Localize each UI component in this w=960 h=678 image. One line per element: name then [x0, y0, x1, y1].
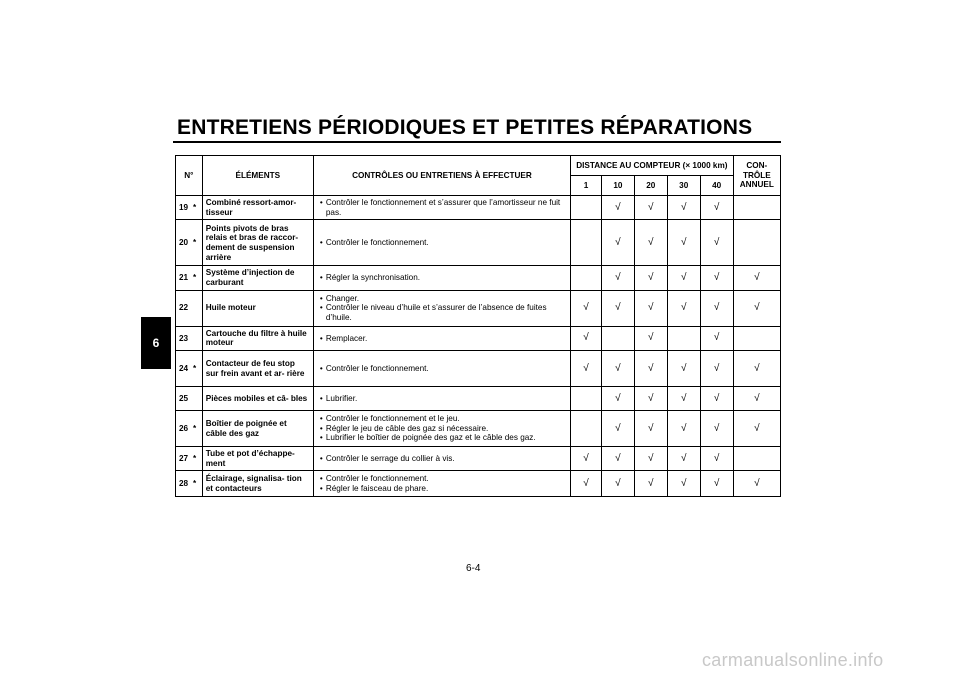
check-mark: √	[700, 266, 733, 290]
check-mark: √	[700, 220, 733, 266]
dealer-mark: *	[192, 196, 202, 220]
table-row	[176, 326, 781, 350]
control-item: • Contrôler le fonctionnement.	[317, 474, 567, 484]
control-item: • Changer.	[317, 294, 567, 304]
table-row	[176, 196, 781, 220]
header-num: N°	[176, 156, 203, 196]
row-element: Contacteur de feu stop sur frein avant et ar- rière	[202, 351, 313, 387]
check-mark: √	[700, 290, 733, 326]
check-mark: √	[601, 411, 634, 447]
dealer-mark: *	[192, 266, 202, 290]
check-mark: √	[634, 326, 667, 350]
check-mark: √	[601, 266, 634, 290]
check-mark: √	[634, 411, 667, 447]
header-distance-3: 30	[667, 176, 700, 196]
row-controls	[313, 196, 570, 220]
row-element: Tube et pot d’échappe- ment	[202, 447, 313, 471]
header-distance-2: 20	[634, 176, 667, 196]
row-number: 22	[176, 290, 192, 326]
table-row	[176, 471, 781, 497]
check-mark: √	[667, 196, 700, 220]
title-rule	[173, 141, 781, 143]
header-controls: CONTRÔLES OU ENTRETIENS À EFFECTUER	[313, 156, 570, 196]
header-elements: ÉLÉMENTS	[202, 156, 313, 196]
watermark: carmanualsonline.info	[702, 650, 884, 670]
row-number: 25	[176, 387, 192, 411]
check-mark: √	[667, 351, 700, 387]
control-item: • Régler le jeu de câble des gaz si nécessaire.	[317, 424, 567, 434]
row-controls	[313, 411, 570, 447]
control-item: • Contrôler le fonctionnement.	[317, 364, 567, 374]
check-mark: √	[601, 471, 634, 497]
check-mark: √	[571, 447, 602, 471]
dealer-mark: *	[192, 411, 202, 447]
check-mark: √	[733, 290, 780, 326]
check-mark	[733, 196, 780, 220]
check-mark: √	[700, 447, 733, 471]
row-controls	[313, 266, 570, 290]
row-number: 27	[176, 447, 192, 471]
row-number: 26	[176, 411, 192, 447]
control-item: • Lubrifier le boîtier de poignée des gaz et le câble des gaz.	[317, 433, 567, 443]
chapter-tab: 6	[141, 317, 171, 369]
check-mark: √	[601, 220, 634, 266]
row-element: Éclairage, signalisa- tion et contacteurs	[202, 471, 313, 497]
check-mark: √	[667, 290, 700, 326]
row-controls	[313, 290, 570, 326]
row-element: Boîtier de poignée et câble des gaz	[202, 411, 313, 447]
control-item: • Lubrifier.	[317, 394, 567, 404]
check-mark: √	[634, 387, 667, 411]
check-mark: √	[667, 411, 700, 447]
check-mark: √	[601, 447, 634, 471]
row-controls	[313, 387, 570, 411]
row-element: Système d’injection de carburant	[202, 266, 313, 290]
row-controls	[313, 447, 570, 471]
check-mark: √	[700, 351, 733, 387]
row-controls	[313, 471, 570, 497]
row-controls	[313, 326, 570, 350]
check-mark: √	[733, 411, 780, 447]
check-mark: √	[634, 471, 667, 497]
check-mark: √	[634, 266, 667, 290]
check-mark: √	[634, 196, 667, 220]
check-mark: √	[700, 387, 733, 411]
check-mark: √	[634, 351, 667, 387]
check-mark: √	[571, 326, 602, 350]
row-element: Combiné ressort-amor- tisseur	[202, 196, 313, 220]
control-item: • Contrôler le fonctionnement.	[317, 238, 567, 248]
check-mark: √	[601, 351, 634, 387]
check-mark: √	[667, 447, 700, 471]
row-number: 23	[176, 326, 192, 350]
row-number: 28	[176, 471, 192, 497]
check-mark: √	[601, 196, 634, 220]
row-number: 24	[176, 351, 192, 387]
check-mark	[571, 220, 602, 266]
check-mark: √	[634, 290, 667, 326]
page-number: 6-4	[466, 563, 481, 574]
check-mark	[733, 326, 780, 350]
check-mark: √	[571, 351, 602, 387]
control-item: • Contrôler le serrage du collier à vis.	[317, 454, 567, 464]
dealer-mark: *	[192, 471, 202, 497]
row-element: Huile moteur	[202, 290, 313, 326]
table-row	[176, 411, 781, 447]
check-mark: √	[733, 471, 780, 497]
page-title: ENTRETIENS PÉRIODIQUES ET PETITES RÉPARATIONS	[177, 116, 753, 139]
check-mark	[571, 196, 602, 220]
check-mark	[601, 326, 634, 350]
check-mark	[733, 220, 780, 266]
row-number: 20	[176, 220, 192, 266]
control-item: • Contrôler le fonctionnement et s’assurer que l’amortisseur ne fuit pas.	[317, 198, 567, 217]
dealer-mark	[192, 387, 202, 411]
row-element: Points pivots de bras relais et bras de raccor- dement de suspension arrière	[202, 220, 313, 266]
check-mark: √	[667, 471, 700, 497]
check-mark: √	[667, 220, 700, 266]
check-mark: √	[700, 471, 733, 497]
check-mark: √	[733, 266, 780, 290]
maintenance-table	[175, 155, 781, 497]
header-distance-0: 1	[571, 176, 602, 196]
table-row	[176, 351, 781, 387]
header-distance-4: 40	[700, 176, 733, 196]
dealer-mark: *	[192, 351, 202, 387]
check-mark	[571, 411, 602, 447]
table-row	[176, 220, 781, 266]
check-mark	[571, 266, 602, 290]
control-item: • Contrôler le niveau d’huile et s’assurer de l’absence de fuites d’huile.	[317, 303, 567, 322]
row-element: Pièces mobiles et câ- bles	[202, 387, 313, 411]
check-mark: √	[700, 411, 733, 447]
check-mark: √	[634, 220, 667, 266]
header-distance-1: 10	[601, 176, 634, 196]
check-mark: √	[571, 290, 602, 326]
control-item: • Régler le faisceau de phare.	[317, 484, 567, 494]
dealer-mark	[192, 326, 202, 350]
table-row	[176, 387, 781, 411]
table-row	[176, 447, 781, 471]
check-mark	[733, 447, 780, 471]
check-mark: √	[601, 387, 634, 411]
header-annual: CON- TRÔLE ANNUEL	[733, 156, 780, 196]
check-mark: √	[700, 326, 733, 350]
control-item: • Contrôler le fonctionnement et le jeu.	[317, 414, 567, 424]
row-number: 19	[176, 196, 192, 220]
control-item: • Régler la synchronisation.	[317, 273, 567, 283]
row-controls	[313, 220, 570, 266]
check-mark	[571, 387, 602, 411]
header-distance: DISTANCE AU COMPTEUR (× 1000 km)	[571, 156, 734, 176]
check-mark: √	[667, 266, 700, 290]
check-mark: √	[700, 196, 733, 220]
check-mark	[667, 326, 700, 350]
row-number: 21	[176, 266, 192, 290]
row-controls	[313, 351, 570, 387]
check-mark: √	[601, 290, 634, 326]
dealer-mark	[192, 290, 202, 326]
check-mark: √	[733, 387, 780, 411]
check-mark: √	[733, 351, 780, 387]
table-row	[176, 290, 781, 326]
check-mark: √	[634, 447, 667, 471]
dealer-mark: *	[192, 220, 202, 266]
dealer-mark: *	[192, 447, 202, 471]
control-item: • Remplacer.	[317, 334, 567, 344]
check-mark: √	[667, 387, 700, 411]
row-element: Cartouche du filtre à huile moteur	[202, 326, 313, 350]
check-mark: √	[571, 471, 602, 497]
table-row	[176, 266, 781, 290]
